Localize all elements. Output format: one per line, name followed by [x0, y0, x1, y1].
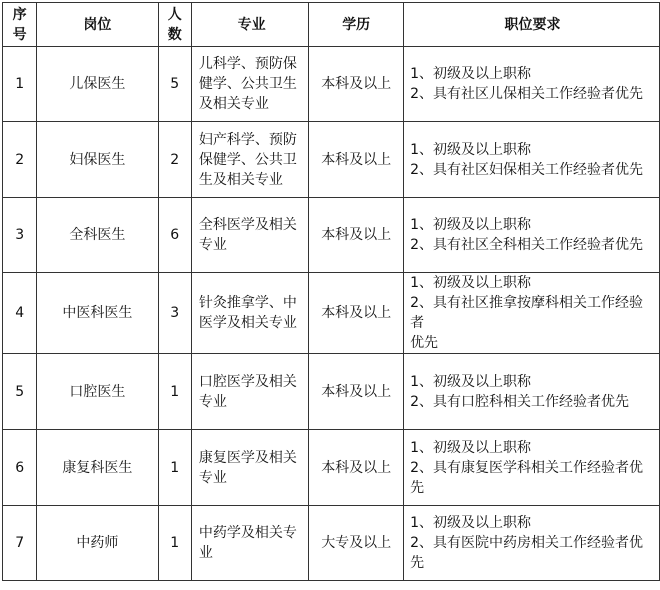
- major-line: 儿科学、预防保: [198, 56, 297, 72]
- requirement-line: 2、具有社区全科相关工作经验者优先: [410, 237, 643, 253]
- major-line: 全科医学及相关: [198, 217, 297, 233]
- cell-count: 2: [158, 122, 191, 198]
- cell-requirements: [404, 273, 660, 354]
- header-no-line1: 序: [12, 6, 27, 23]
- requirement-line: 2、具有口腔科相关工作经验者优先: [410, 393, 629, 410]
- cell-education: 本科及以上: [309, 354, 404, 430]
- cell-no: 4: [3, 273, 37, 354]
- cell-position: 全科医生: [37, 198, 158, 273]
- requirement-line: 1、初级及以上职称: [410, 275, 531, 291]
- header-position: 岗位: [37, 3, 158, 47]
- cell-education: 大专及以上: [309, 506, 404, 581]
- major-line: 中药学及相关专: [198, 525, 297, 541]
- major-line: 针灸推拿学、中: [198, 295, 297, 311]
- cell-no: 1: [3, 47, 37, 122]
- major-line: 医学及相关专业: [198, 315, 297, 331]
- requirement-line: 2、具有社区推拿按摩科相关工作经验者: [410, 295, 643, 331]
- major-line: 业: [198, 545, 213, 561]
- cell-count: 5: [158, 47, 191, 122]
- table-row: [3, 122, 660, 198]
- cell-no: 3: [3, 198, 37, 273]
- cell-no: 6: [3, 430, 37, 506]
- cell-count: 6: [158, 198, 191, 273]
- major-line: 专业: [198, 469, 227, 486]
- cell-major: [191, 47, 308, 122]
- header-no: [3, 3, 37, 47]
- header-major: 专业: [191, 3, 308, 47]
- major-line: 口腔医学及相关: [198, 373, 297, 390]
- requirement-line: 2、具有医院中药房相关工作经验者优先: [410, 535, 643, 571]
- requirement-line: 优先: [410, 335, 439, 351]
- cell-education: 本科及以上: [309, 122, 404, 198]
- header-count: [158, 3, 191, 47]
- table-row: [3, 506, 660, 581]
- header-count-line1: 人: [167, 6, 182, 23]
- cell-requirements: [404, 198, 660, 273]
- cell-education: 本科及以上: [309, 47, 404, 122]
- major-line: 生及相关专业: [198, 171, 283, 188]
- header-count-line2: 数: [167, 26, 182, 43]
- cell-requirements: [404, 47, 660, 122]
- table-header-row: [3, 3, 660, 47]
- recruitment-table: [2, 2, 660, 581]
- cell-major: [191, 506, 308, 581]
- cell-position: 妇保医生: [37, 122, 158, 198]
- table-row: [3, 47, 660, 122]
- requirement-line: 1、初级及以上职称: [410, 439, 531, 456]
- requirement-line: 1、初级及以上职称: [410, 66, 531, 82]
- major-line: 保健学、公共卫: [198, 151, 297, 168]
- cell-major: [191, 354, 308, 430]
- major-line: 康复医学及相关: [198, 449, 297, 466]
- cell-requirements: [404, 122, 660, 198]
- header-no-line2: 号: [12, 26, 27, 43]
- requirement-line: 1、初级及以上职称: [410, 373, 531, 390]
- cell-requirements: [404, 354, 660, 430]
- major-line: 专业: [198, 393, 227, 410]
- cell-position: 康复科医生: [37, 430, 158, 506]
- cell-major: [191, 430, 308, 506]
- cell-position: 儿保医生: [37, 47, 158, 122]
- cell-requirements: [404, 430, 660, 506]
- cell-major: [191, 198, 308, 273]
- table-row: [3, 198, 660, 273]
- cell-count: 1: [158, 430, 191, 506]
- cell-position: 中医科医生: [37, 273, 158, 354]
- requirement-line: 2、具有社区妇保相关工作经验者优先: [410, 161, 643, 178]
- major-line: 专业: [198, 237, 227, 253]
- major-line: 妇产科学、预防: [198, 131, 297, 148]
- major-line: 及相关专业: [198, 96, 269, 112]
- cell-count: 1: [158, 506, 191, 581]
- header-education: 学历: [309, 3, 404, 47]
- major-line: 健学、公共卫生: [198, 76, 297, 92]
- requirement-line: 1、初级及以上职称: [410, 141, 531, 158]
- cell-education: 本科及以上: [309, 430, 404, 506]
- table-row: [3, 273, 660, 354]
- cell-position: 中药师: [37, 506, 158, 581]
- table-row: [3, 354, 660, 430]
- cell-education: 本科及以上: [309, 273, 404, 354]
- cell-count: 3: [158, 273, 191, 354]
- cell-requirements: [404, 506, 660, 581]
- requirement-line: 1、初级及以上职称: [410, 217, 531, 233]
- cell-no: 5: [3, 354, 37, 430]
- cell-position: 口腔医生: [37, 354, 158, 430]
- requirement-line: 1、初级及以上职称: [410, 515, 531, 531]
- header-requirements: 职位要求: [404, 3, 660, 47]
- cell-no: 2: [3, 122, 37, 198]
- table-row: [3, 430, 660, 506]
- requirement-line: 2、具有社区儿保相关工作经验者优先: [410, 86, 643, 102]
- cell-no: 7: [3, 506, 37, 581]
- requirement-line: 2、具有康复医学科相关工作经验者优先: [410, 459, 643, 496]
- cell-major: [191, 122, 308, 198]
- cell-education: 本科及以上: [309, 198, 404, 273]
- cell-major: [191, 273, 308, 354]
- cell-count: 1: [158, 354, 191, 430]
